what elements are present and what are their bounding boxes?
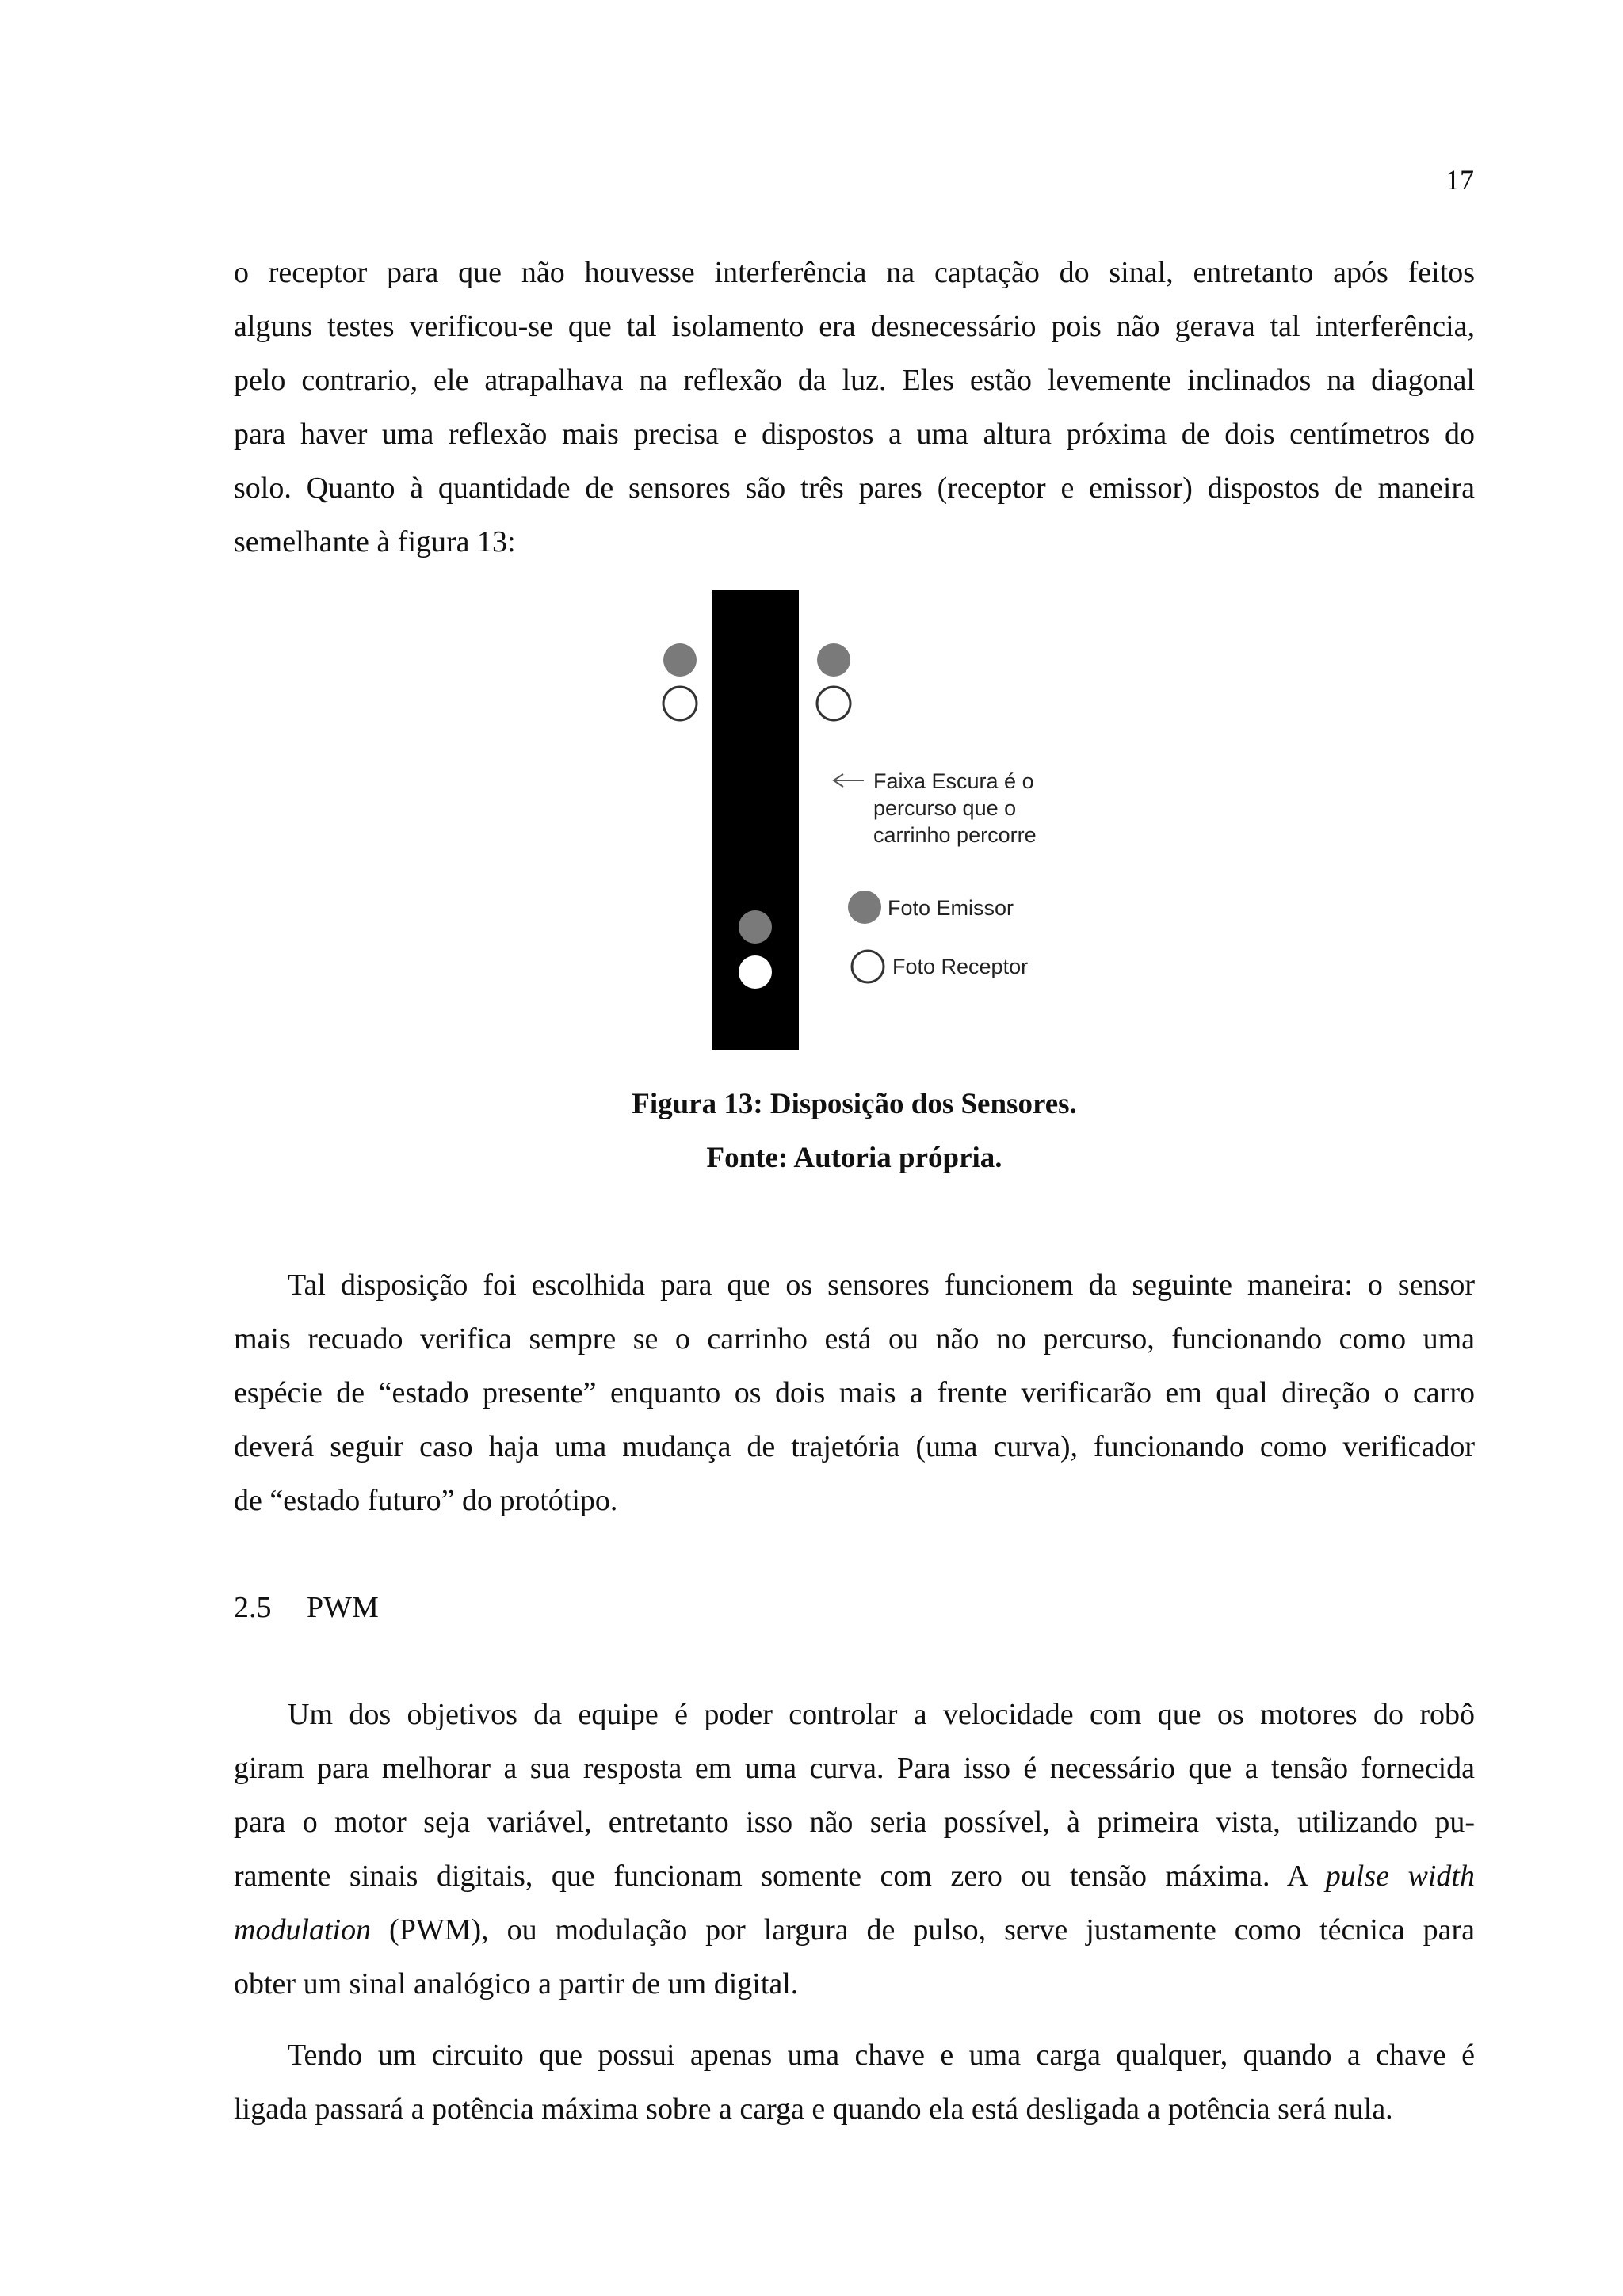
paragraph-2 bbox=[234, 1258, 1475, 1527]
legend-emitter-icon bbox=[848, 891, 881, 924]
text-line: pelo contrario, ele atrapalhava na reflexão da luz. Eles estão levemente inclinados na diagonal bbox=[234, 364, 1475, 397]
text-line bbox=[234, 1849, 1475, 1903]
italic-term: pulse width bbox=[1325, 1859, 1475, 1893]
page-number: 17 bbox=[1445, 164, 1474, 196]
section-number: 2.5 bbox=[234, 1591, 272, 1624]
text-line: para o motor seja variável, entretanto isso não seria possível, à primeira vista, utilizando pu- bbox=[234, 1806, 1475, 1839]
section-heading bbox=[234, 1581, 379, 1634]
front-left-emitter-icon bbox=[663, 643, 697, 677]
arrow-left-icon bbox=[834, 774, 864, 787]
text-line: de “estado futuro” do protótipo. bbox=[234, 1484, 618, 1517]
italic-term: modulation bbox=[234, 1913, 372, 1947]
text-line: o receptor para que não houvesse interferência na captação do sinal, entretanto após feitos bbox=[234, 256, 1475, 289]
text-line: semelhante à figura 13: bbox=[234, 525, 516, 559]
text-line: para haver uma reflexão mais precisa e dispostos a uma altura próxima de dois centímetros do bbox=[234, 418, 1475, 451]
rear-emitter-icon bbox=[739, 910, 772, 944]
text-line: solo. Quanto à quantidade de sensores são três pares (receptor e emissor) dispostos de maneira bbox=[234, 471, 1475, 505]
text-line: mais recuado verifica sempre se o carrinho está ou não no percurso, funcionando como uma bbox=[234, 1322, 1475, 1356]
text-line: giram para melhorar a sua resposta em uma curva. Para isso é necessário que a tensão fornecida bbox=[234, 1752, 1475, 1785]
text-line: deverá seguir caso haja uma mudança de trajetória (uma curva), funcionando como verificador bbox=[234, 1430, 1475, 1463]
paragraph-3 bbox=[234, 1688, 1475, 2011]
figure-source: Fonte: Autoria própria. bbox=[706, 1142, 1002, 1174]
figure-caption: Figura 13: Disposição dos Sensores. bbox=[632, 1088, 1077, 1120]
text-line: Um dos objetivos da equipe é poder controlar a velocidade com que os motores do robô bbox=[288, 1698, 1475, 1731]
section-title: PWM bbox=[307, 1591, 379, 1624]
paragraph-4 bbox=[234, 2028, 1475, 2136]
rear-receiver-icon bbox=[739, 955, 772, 989]
legend-receiver-icon bbox=[852, 951, 884, 982]
text-line bbox=[234, 1903, 1475, 1957]
sensor-layout-figure bbox=[650, 590, 1062, 1050]
text-line: espécie de “estado presente” enquanto os dois mais a frente verificarão em qual direção o carro bbox=[234, 1376, 1475, 1409]
strip-label-line: Faixa Escura é o bbox=[873, 769, 1034, 793]
front-right-receiver-icon bbox=[817, 687, 850, 720]
front-left-receiver-icon bbox=[663, 687, 697, 720]
legend-emitter-label: Foto Emissor bbox=[888, 896, 1014, 920]
strip-label-line: carrinho percorre bbox=[873, 823, 1037, 847]
front-right-emitter-icon bbox=[817, 643, 850, 677]
strip-label-line: percurso que o bbox=[873, 796, 1017, 820]
legend-receiver-label: Foto Receptor bbox=[892, 955, 1029, 978]
text-line: ligada passará a potência máxima sobre a carga e quando ela está desligada a potência será nula. bbox=[234, 2092, 1393, 2126]
text-run: ramente sinais digitais, que funcionam somente com zero ou tensão máxima. A bbox=[234, 1859, 1326, 1893]
text-run: (PWM), ou modulação por largura de pulso, serve justamente como técnica para bbox=[371, 1913, 1475, 1947]
text-line: obter um sinal analógico a partir de um digital. bbox=[234, 1967, 799, 2000]
paragraph-1 bbox=[234, 246, 1475, 569]
text-line: Tal disposição foi escolhida para que os sensores funcionem da seguinte maneira: o sensor bbox=[288, 1268, 1475, 1302]
text-line: Tendo um circuito que possui apenas uma chave e uma carga qualquer, quando a chave é bbox=[288, 2039, 1475, 2072]
text-line: alguns testes verificou-se que tal isolamento era desnecessário pois não gerava tal interferência, bbox=[234, 310, 1475, 343]
